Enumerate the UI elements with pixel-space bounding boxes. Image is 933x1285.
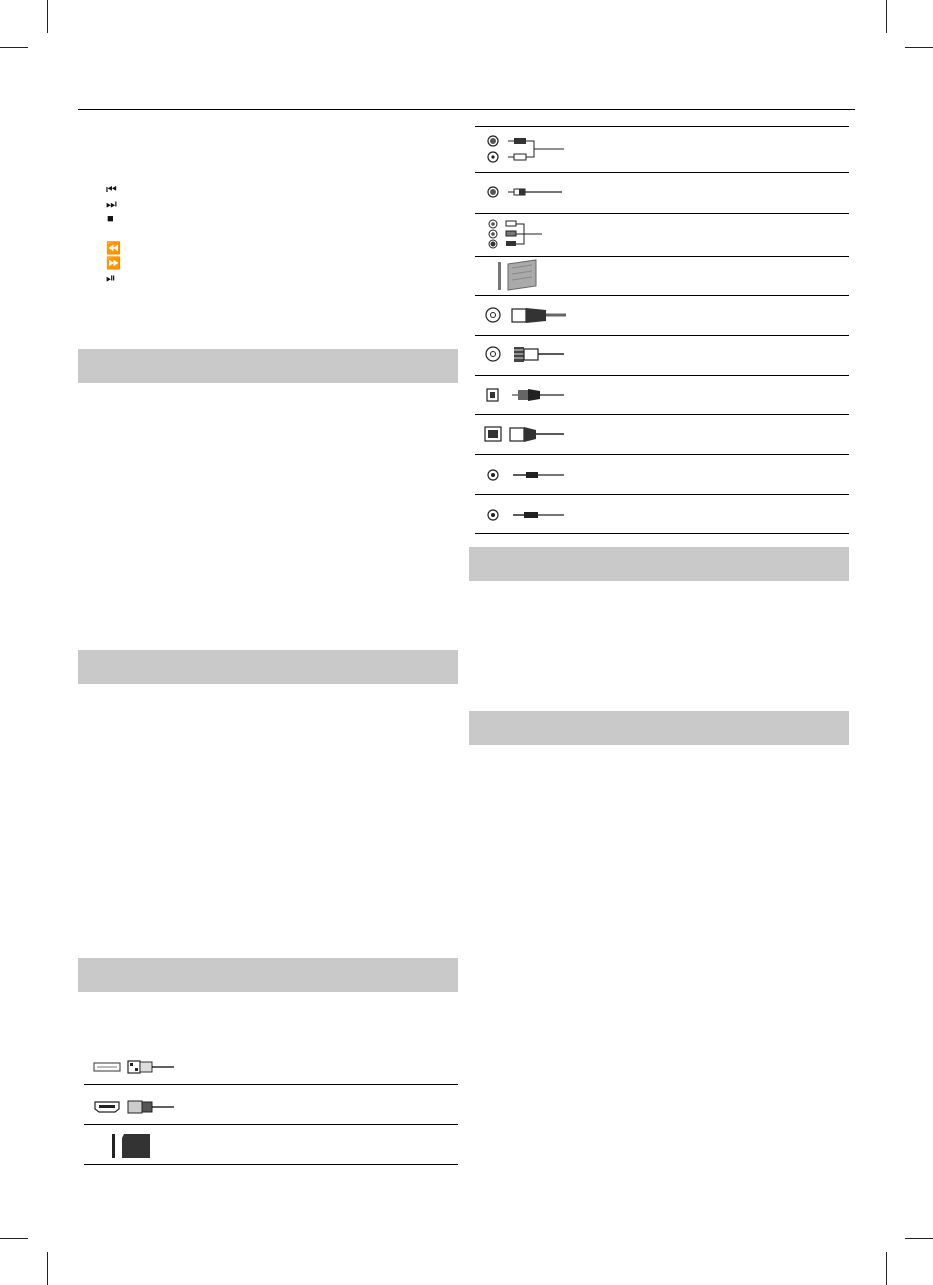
table-row-divider (475, 295, 849, 296)
headphone-jack-icon (484, 466, 569, 484)
section-band-4 (469, 547, 849, 581)
crop-mark-top-right-v (886, 0, 887, 33)
table-row-divider (475, 494, 849, 495)
section-band-5 (469, 711, 849, 745)
table-row-divider (475, 375, 849, 376)
ci-card-slot-icon (498, 260, 548, 292)
header-rule (78, 109, 855, 110)
table-row-divider (475, 172, 849, 173)
table-row-divider (84, 1084, 458, 1085)
section-band-1 (78, 349, 458, 383)
crop-mark-top-right-h (905, 47, 933, 48)
table-row-divider (84, 1124, 458, 1125)
crop-mark-bottom-left-v (47, 1252, 48, 1285)
satellite-f-connector-icon (484, 344, 569, 366)
antenna-rf-icon (484, 305, 569, 327)
audio-rca-lr-icon (486, 134, 571, 166)
table-row-divider (475, 256, 849, 257)
stop-icon: ■ (107, 213, 114, 225)
hdmi-port-icon (94, 1097, 184, 1117)
table-row-divider (475, 213, 849, 214)
lan-ethernet-icon (484, 424, 569, 446)
video-rca-icon (486, 185, 571, 201)
table-row-divider (475, 533, 849, 534)
next-track-icon: ⏭ (106, 197, 117, 211)
table-row-divider (475, 335, 849, 336)
fast-forward-icon: ⏩ (106, 256, 121, 270)
usb-port-icon (94, 1058, 184, 1078)
table-row-divider (84, 1164, 458, 1165)
component-ypbpr-icon (486, 219, 571, 251)
crop-mark-top-left-v (47, 0, 48, 33)
table-row-divider (475, 126, 849, 127)
crop-mark-bottom-right-h (905, 1238, 933, 1239)
section-band-2 (78, 650, 458, 684)
crop-mark-bottom-right-v (886, 1252, 887, 1285)
sd-card-slot-icon (112, 1133, 162, 1159)
table-row-divider (475, 454, 849, 455)
optical-spdif-icon (484, 385, 569, 407)
crop-mark-top-left-h (0, 47, 28, 48)
rewind-icon: ⏪ (106, 241, 121, 255)
section-band-3 (78, 958, 458, 992)
mini-av-jack-icon (484, 506, 569, 524)
crop-mark-bottom-left-h (0, 1238, 28, 1239)
previous-track-icon: ⏮ (106, 182, 117, 196)
table-row-divider (475, 414, 849, 415)
play-pause-icon: ⏯ (106, 271, 116, 285)
